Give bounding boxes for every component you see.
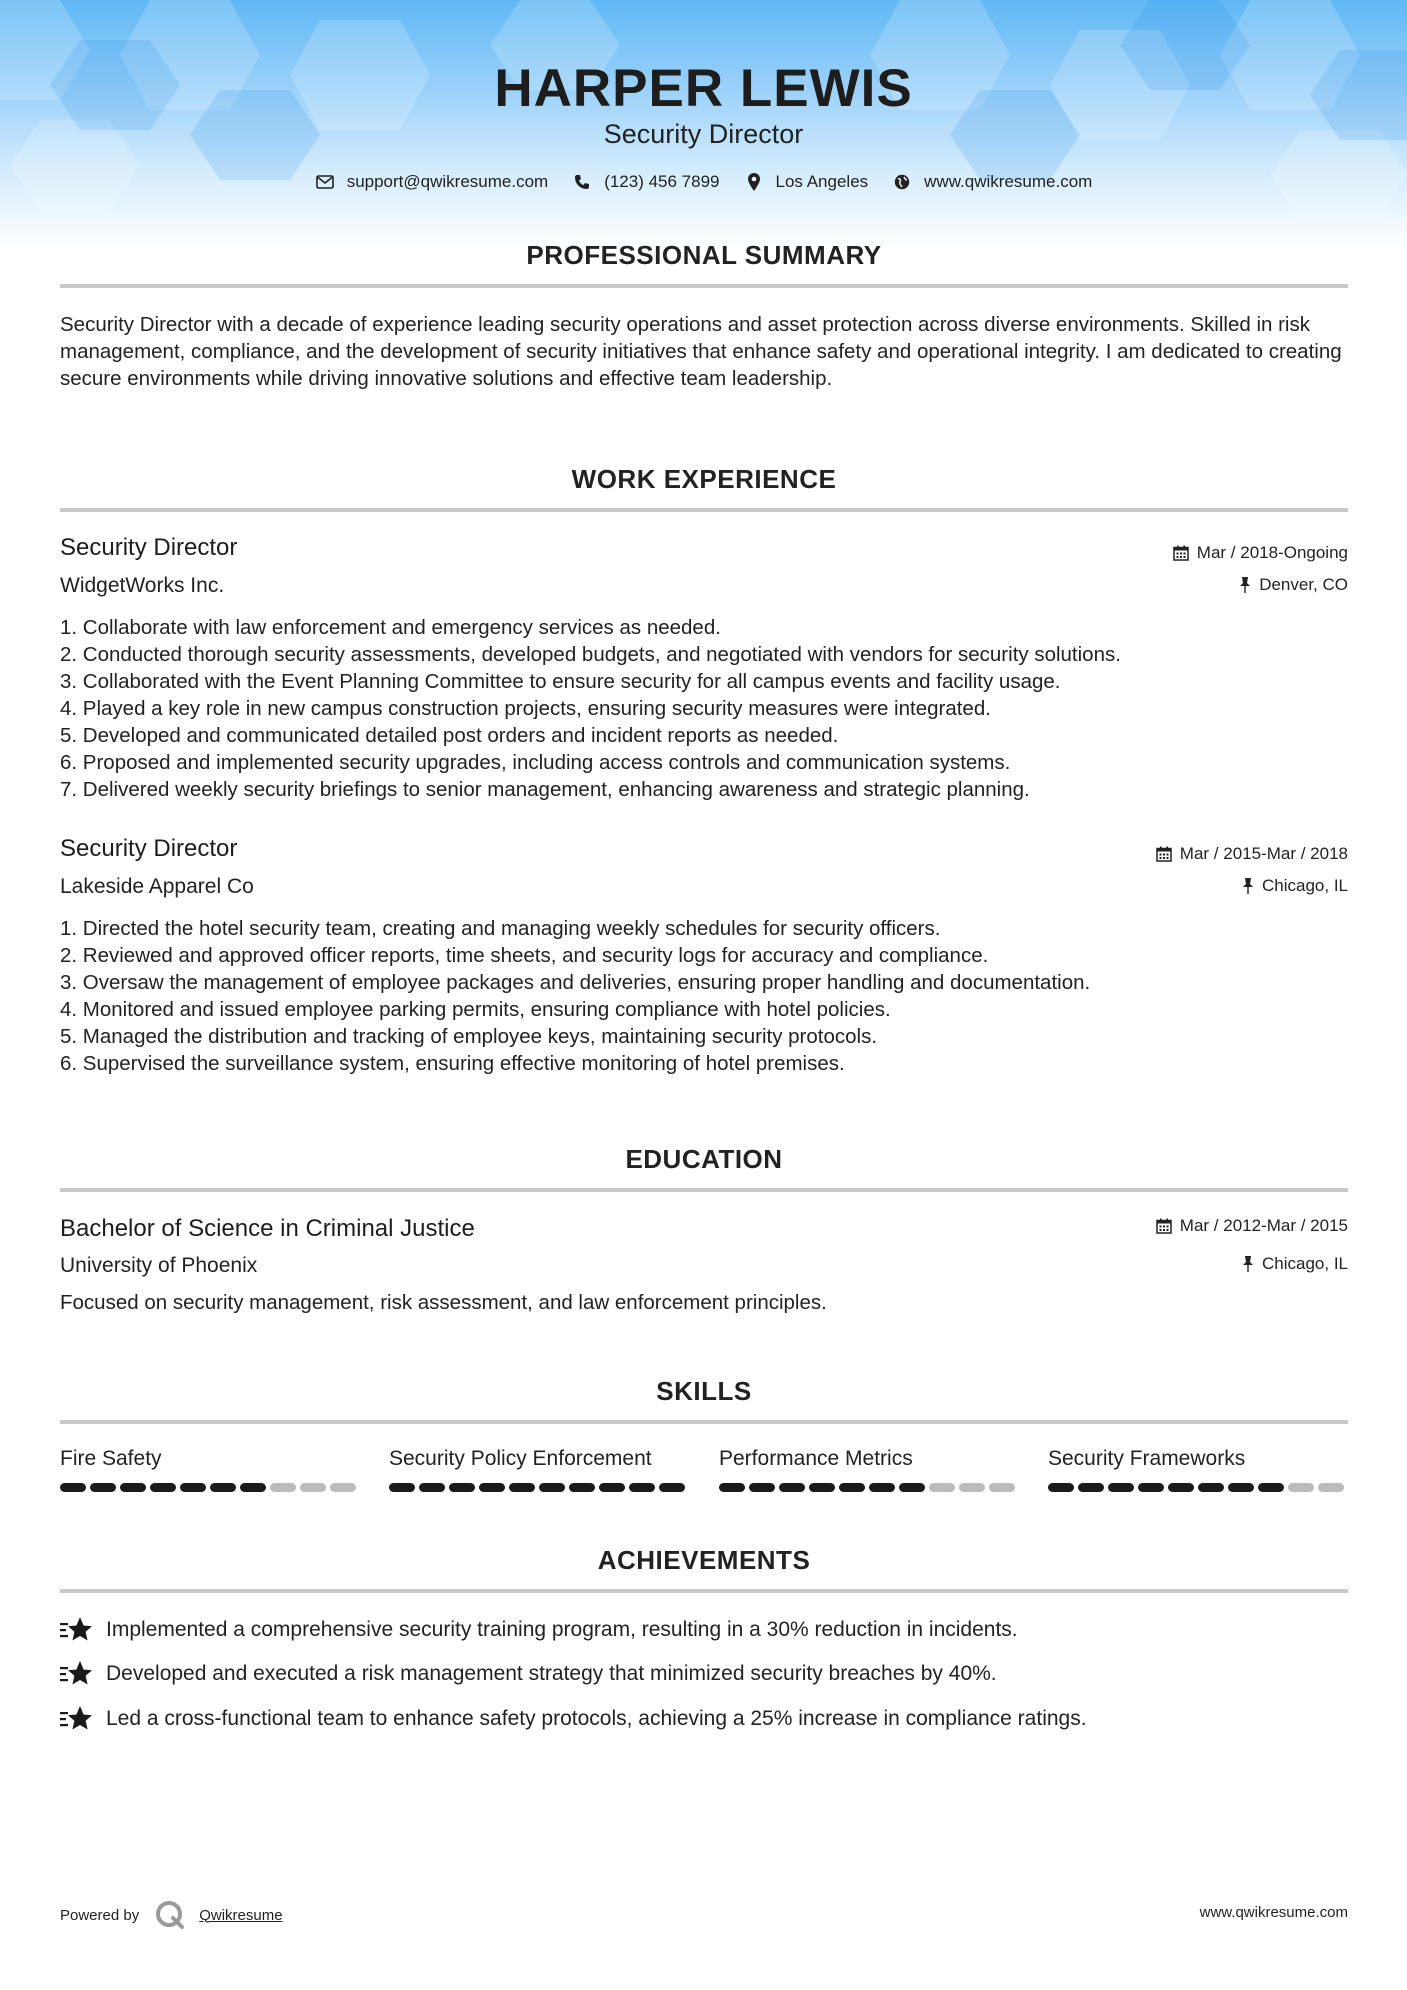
job-company: WidgetWorks Inc. (60, 574, 225, 597)
contact-email[interactable] (315, 172, 549, 192)
map-pin-icon (744, 172, 764, 192)
job-title: Security Director (60, 534, 238, 561)
contact-phone[interactable] (572, 172, 719, 192)
list-item: 1. Directed the hotel security team, creating and managing weekly schedules for security officers. (60, 917, 941, 940)
achievement-item (60, 1660, 997, 1688)
list-item: 4. Played a key role in new campus construction projects, ensuring security measures were integrated. (60, 697, 991, 720)
contact-bar (0, 172, 1407, 192)
list-item: 3. Collaborated with the Event Planning Committee to ensure security for all campus events and facility usage. (60, 670, 1061, 693)
job-dates-text: Mar / 2015-Mar / 2018 (1179, 844, 1348, 863)
star-icon (60, 1616, 92, 1644)
job-dates (1156, 844, 1348, 864)
job-location-text: Denver, CO (1259, 575, 1348, 594)
skill-level-bar (60, 1483, 360, 1492)
skill-segment-filled (569, 1483, 595, 1492)
skill-segment-empty (1288, 1483, 1314, 1492)
skill-segment-filled (1078, 1483, 1104, 1492)
skill-segment-filled (1258, 1483, 1284, 1492)
skill-name: Performance Metrics (719, 1447, 913, 1470)
qwikresume-link[interactable]: Qwikresume (199, 1906, 283, 1924)
experience-divider (60, 508, 1348, 512)
skill-item (1048, 1447, 1348, 1492)
skill-segment-filled (60, 1483, 86, 1492)
achievement-text: Developed and executed a risk management strategy that minimized security breaches by 40%. (106, 1662, 997, 1685)
skill-segment-filled (809, 1483, 835, 1492)
skill-level-bar (389, 1483, 689, 1492)
candidate-role: Security Director (603, 119, 804, 149)
education-location (1242, 1254, 1348, 1274)
list-item: 1. Collaborate with law enforcement and emergency services as needed. (60, 616, 721, 639)
skill-segment-empty (959, 1483, 985, 1492)
calendar-icon (1156, 846, 1172, 862)
list-item: 4. Monitored and issued employee parking permits, ensuring compliance with hotel policies. (60, 998, 891, 1021)
skill-segment-filled (779, 1483, 805, 1492)
skill-segment-filled (839, 1483, 865, 1492)
education-heading: EDUCATION (625, 1144, 783, 1174)
skill-segment-filled (90, 1483, 116, 1492)
skill-level-bar (719, 1483, 1019, 1492)
skill-segment-filled (389, 1483, 415, 1492)
summary-text: Security Director with a decade of experience leading security operations and asset protection across diverse environments. Skilled in risk management, compliance, and the development of security initiatives that enhance safety and operational integrity. I am dedicated to creating secure environments while driving innovative solutions and effective team leadership. (60, 313, 1342, 390)
skill-segment-filled (1108, 1483, 1134, 1492)
skill-segment-filled (1228, 1483, 1254, 1492)
skill-segment-filled (509, 1483, 535, 1492)
experience-heading: WORK EXPERIENCE (571, 464, 837, 494)
skill-segment-filled (120, 1483, 146, 1492)
achievements-heading: ACHIEVEMENTS (597, 1545, 811, 1575)
education-dates (1156, 1216, 1348, 1236)
qwikresume-logo-icon (155, 1900, 185, 1930)
contact-location (744, 172, 869, 192)
powered-by-label: Powered by (60, 1906, 140, 1924)
job-dates-text: Mar / 2018-Ongoing (1196, 543, 1348, 562)
list-item: 2. Conducted thorough security assessments, developed budgets, and negotiated with vendors for security solutions. (60, 643, 1121, 666)
phone-icon (572, 172, 592, 192)
achievements-divider (60, 1589, 1348, 1593)
skill-segment-empty (330, 1483, 356, 1492)
job-bullets (60, 614, 1360, 803)
footer-powered-by (60, 1900, 283, 1930)
job-company: Lakeside Apparel Co (60, 875, 254, 898)
phone-text: (123) 456 7899 (604, 172, 720, 191)
skill-segment-filled (180, 1483, 206, 1492)
skill-segment-filled (479, 1483, 505, 1492)
skill-segment-empty (300, 1483, 326, 1492)
skills-divider (60, 1420, 1348, 1424)
pushpin-icon (1242, 878, 1254, 894)
skill-segment-filled (1168, 1483, 1194, 1492)
skill-level-bar (1048, 1483, 1348, 1492)
job-location (1242, 876, 1348, 896)
pushpin-icon (1239, 577, 1251, 593)
education-divider (60, 1188, 1348, 1192)
list-item: 5. Developed and communicated detailed post orders and incident reports as needed. (60, 724, 839, 747)
skill-name: Fire Safety (60, 1447, 162, 1470)
achievement-text: Led a cross-functional team to enhance safety protocols, achieving a 25% increase in compliance ratings. (106, 1707, 1087, 1730)
achievement-item (60, 1705, 1087, 1733)
skill-segment-filled (869, 1483, 895, 1492)
education-location-text: Chicago, IL (1262, 1254, 1348, 1273)
footer-website[interactable]: www.qwikresume.com (1199, 1904, 1348, 1921)
job-location-text: Chicago, IL (1262, 876, 1348, 895)
email-text: support@qwikresume.com (346, 172, 549, 191)
achievement-item (60, 1616, 1018, 1644)
education-school: University of Phoenix (60, 1254, 258, 1277)
skill-segment-empty (929, 1483, 955, 1492)
skill-item (719, 1447, 1019, 1492)
skill-segment-filled (719, 1483, 745, 1492)
summary-heading: PROFESSIONAL SUMMARY (526, 240, 882, 270)
skill-segment-filled (449, 1483, 475, 1492)
skill-segment-filled (629, 1483, 655, 1492)
skill-name: Security Frameworks (1048, 1447, 1246, 1470)
education-degree: Bachelor of Science in Criminal Justice (60, 1215, 475, 1242)
job-location (1239, 575, 1348, 595)
skill-segment-filled (599, 1483, 625, 1492)
skill-segment-filled (749, 1483, 775, 1492)
skill-segment-filled (240, 1483, 266, 1492)
skill-segment-filled (899, 1483, 925, 1492)
summary-divider (60, 284, 1348, 288)
job-dates (1173, 543, 1348, 563)
achievement-text: Implemented a comprehensive security training program, resulting in a 30% reduction in incidents. (106, 1618, 1018, 1641)
contact-website[interactable] (892, 172, 1092, 192)
skill-segment-filled (539, 1483, 565, 1492)
location-text: Los Angeles (775, 172, 869, 191)
pushpin-icon (1242, 1256, 1254, 1272)
list-item: 6. Supervised the surveillance system, ensuring effective monitoring of hotel premises. (60, 1052, 845, 1075)
star-icon (60, 1660, 92, 1688)
skill-segment-filled (1198, 1483, 1224, 1492)
skill-item (60, 1447, 360, 1492)
job-bullets (60, 915, 1360, 1077)
list-item: 7. Delivered weekly security briefings to senior management, enhancing awareness and strategic planning. (60, 778, 1030, 801)
calendar-icon (1173, 545, 1189, 561)
job-title: Security Director (60, 835, 238, 862)
list-item: 2. Reviewed and approved officer reports, time sheets, and security logs for accuracy and compliance. (60, 944, 989, 967)
envelope-icon (315, 172, 335, 192)
skill-name: Security Policy Enforcement (389, 1447, 652, 1470)
education-description: Focused on security management, risk assessment, and law enforcement principles. (60, 1291, 827, 1314)
list-item: 6. Proposed and implemented security upgrades, including access controls and communication systems. (60, 751, 1011, 774)
candidate-name: HARPER LEWIS (494, 59, 913, 118)
website-text: www.qwikresume.com (924, 172, 1093, 191)
skills-heading: SKILLS (656, 1376, 752, 1406)
skill-segment-empty (989, 1483, 1015, 1492)
skill-segment-filled (1048, 1483, 1074, 1492)
education-dates-text: Mar / 2012-Mar / 2015 (1179, 1216, 1348, 1235)
skill-segment-filled (1138, 1483, 1164, 1492)
list-item: 5. Managed the distribution and tracking of employee keys, maintaining security protocols. (60, 1025, 878, 1048)
list-item: 3. Oversaw the management of employee packages and deliveries, ensuring proper handling and documentation. (60, 971, 1091, 994)
calendar-icon (1156, 1218, 1172, 1234)
globe-icon (892, 172, 912, 192)
skill-item (389, 1447, 689, 1492)
skill-segment-filled (150, 1483, 176, 1492)
skill-segment-filled (659, 1483, 685, 1492)
skill-segment-empty (270, 1483, 296, 1492)
skill-segment-filled (210, 1483, 236, 1492)
skill-segment-empty (1318, 1483, 1344, 1492)
star-icon (60, 1705, 92, 1733)
skill-segment-filled (419, 1483, 445, 1492)
